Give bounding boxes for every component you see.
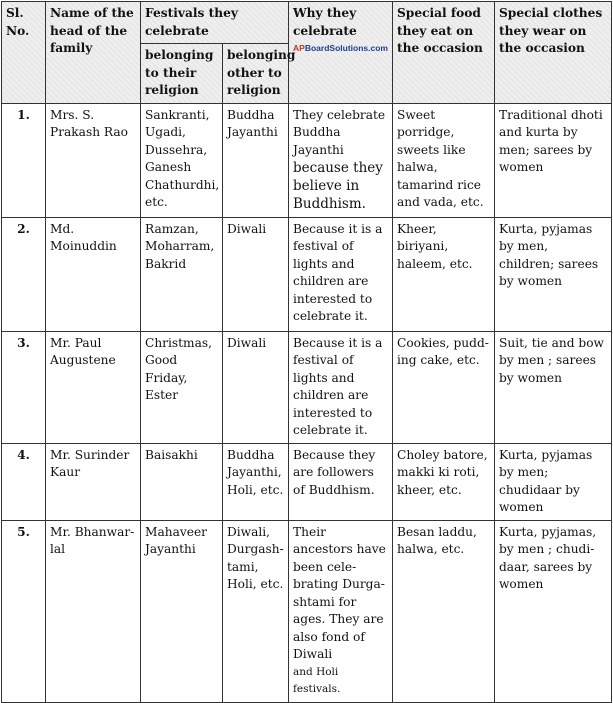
watermark: APBoardSolutions.com: [293, 43, 388, 53]
cell-other-festivals: Diwali: [223, 217, 289, 331]
cell-sl: 5.: [2, 520, 46, 702]
header-festivals: Festivals they celebrate: [141, 2, 289, 44]
cell-name: Md. Moinuddin: [46, 217, 141, 331]
cell-why: Because they are followers of Buddhism.: [289, 443, 393, 520]
cell-own-festivals: Sankranti, Ugadi, Dussehra, Ganesh Chathurdhi, etc.: [141, 103, 223, 217]
header-name: Name of the head of the family: [46, 2, 141, 104]
cell-clothes: Kurta, pyjamas by men; chudidaar by women: [495, 443, 612, 520]
cell-why-part-b: because they believe in Buddhism.: [293, 160, 383, 212]
cell-name: Mrs. S. Prakash Rao: [46, 103, 141, 217]
header-clothes: Special clothes they wear on the occasion: [495, 2, 612, 104]
cell-sl: 2.: [2, 217, 46, 331]
cell-clothes: Suit, tie and bow by men ; sarees by women: [495, 331, 612, 443]
header-food: Special food they eat on the occasion: [393, 2, 495, 104]
cell-other-festivals: Diwali: [223, 331, 289, 443]
header-own-religion: belonging to their religion: [141, 44, 223, 104]
cell-why: [289, 520, 393, 702]
cell-own-festivals: Baisakhi: [141, 443, 223, 520]
table-row: [2, 520, 612, 702]
cell-sl: 4.: [2, 443, 46, 520]
cell-own-festivals: Ramzan, Moharram, Bakrid: [141, 217, 223, 331]
cell-other-festivals: Buddha Jayanthi: [223, 103, 289, 217]
cell-why-part-b: and Holi festivals.: [293, 665, 341, 695]
cell-own-festivals: Mahaveer Jayanthi: [141, 520, 223, 702]
cell-food: Cookies, pudd-ing cake, etc.: [393, 331, 495, 443]
header-other-religion: belonging other to religion: [223, 44, 289, 104]
festivals-table: [1, 1, 612, 703]
cell-food: Sweet porridge, sweets like halwa, tamarind rice and vada, etc.: [393, 103, 495, 217]
cell-why: Because it is a festival of lights and children are interested to celebrate it.: [289, 217, 393, 331]
cell-food: Choley batore, makki ki roti, kheer, etc.: [393, 443, 495, 520]
cell-sl: 3.: [2, 331, 46, 443]
cell-clothes: Traditional dhoti and kurta by men; sarees by women: [495, 103, 612, 217]
header-why-text: Why they celebrate: [293, 6, 357, 38]
cell-why: Because it is a festival of lights and children are interested to celebrate it.: [289, 331, 393, 443]
cell-why-part-a: Their ancestors have been cele-brating Durga-shtami for ages. They are also fond of Diwali: [293, 524, 386, 661]
cell-food: Kheer, biriyani, haleem, etc.: [393, 217, 495, 331]
cell-other-festivals: Buddha Jayanthi, Holi, etc.: [223, 443, 289, 520]
cell-why: [289, 103, 393, 217]
cell-food: Besan laddu, halwa, etc.: [393, 520, 495, 702]
cell-name: Mr. Paul Augustene: [46, 331, 141, 443]
cell-other-festivals: Diwali, Durgash-tami, Holi, etc.: [223, 520, 289, 702]
cell-why-part-a: They celebrate Buddha Jayanthi: [293, 107, 386, 157]
table-row: [2, 217, 612, 331]
cell-own-festivals: Christmas, Good Friday, Ester: [141, 331, 223, 443]
cell-name: Mr. Surinder Kaur: [46, 443, 141, 520]
header-why: [289, 2, 393, 104]
header-sl-no: Sl. No.: [2, 2, 46, 104]
cell-sl: 1.: [2, 103, 46, 217]
cell-name: Mr. Bhanwar-lal: [46, 520, 141, 702]
table-row: [2, 331, 612, 443]
cell-clothes: Kurta, pyjamas, by men ; chudi-daar, sarees by women: [495, 520, 612, 702]
table-row: [2, 443, 612, 520]
table-row: [2, 103, 612, 217]
cell-clothes: Kurta, pyjamas by men, children; sarees by women: [495, 217, 612, 331]
